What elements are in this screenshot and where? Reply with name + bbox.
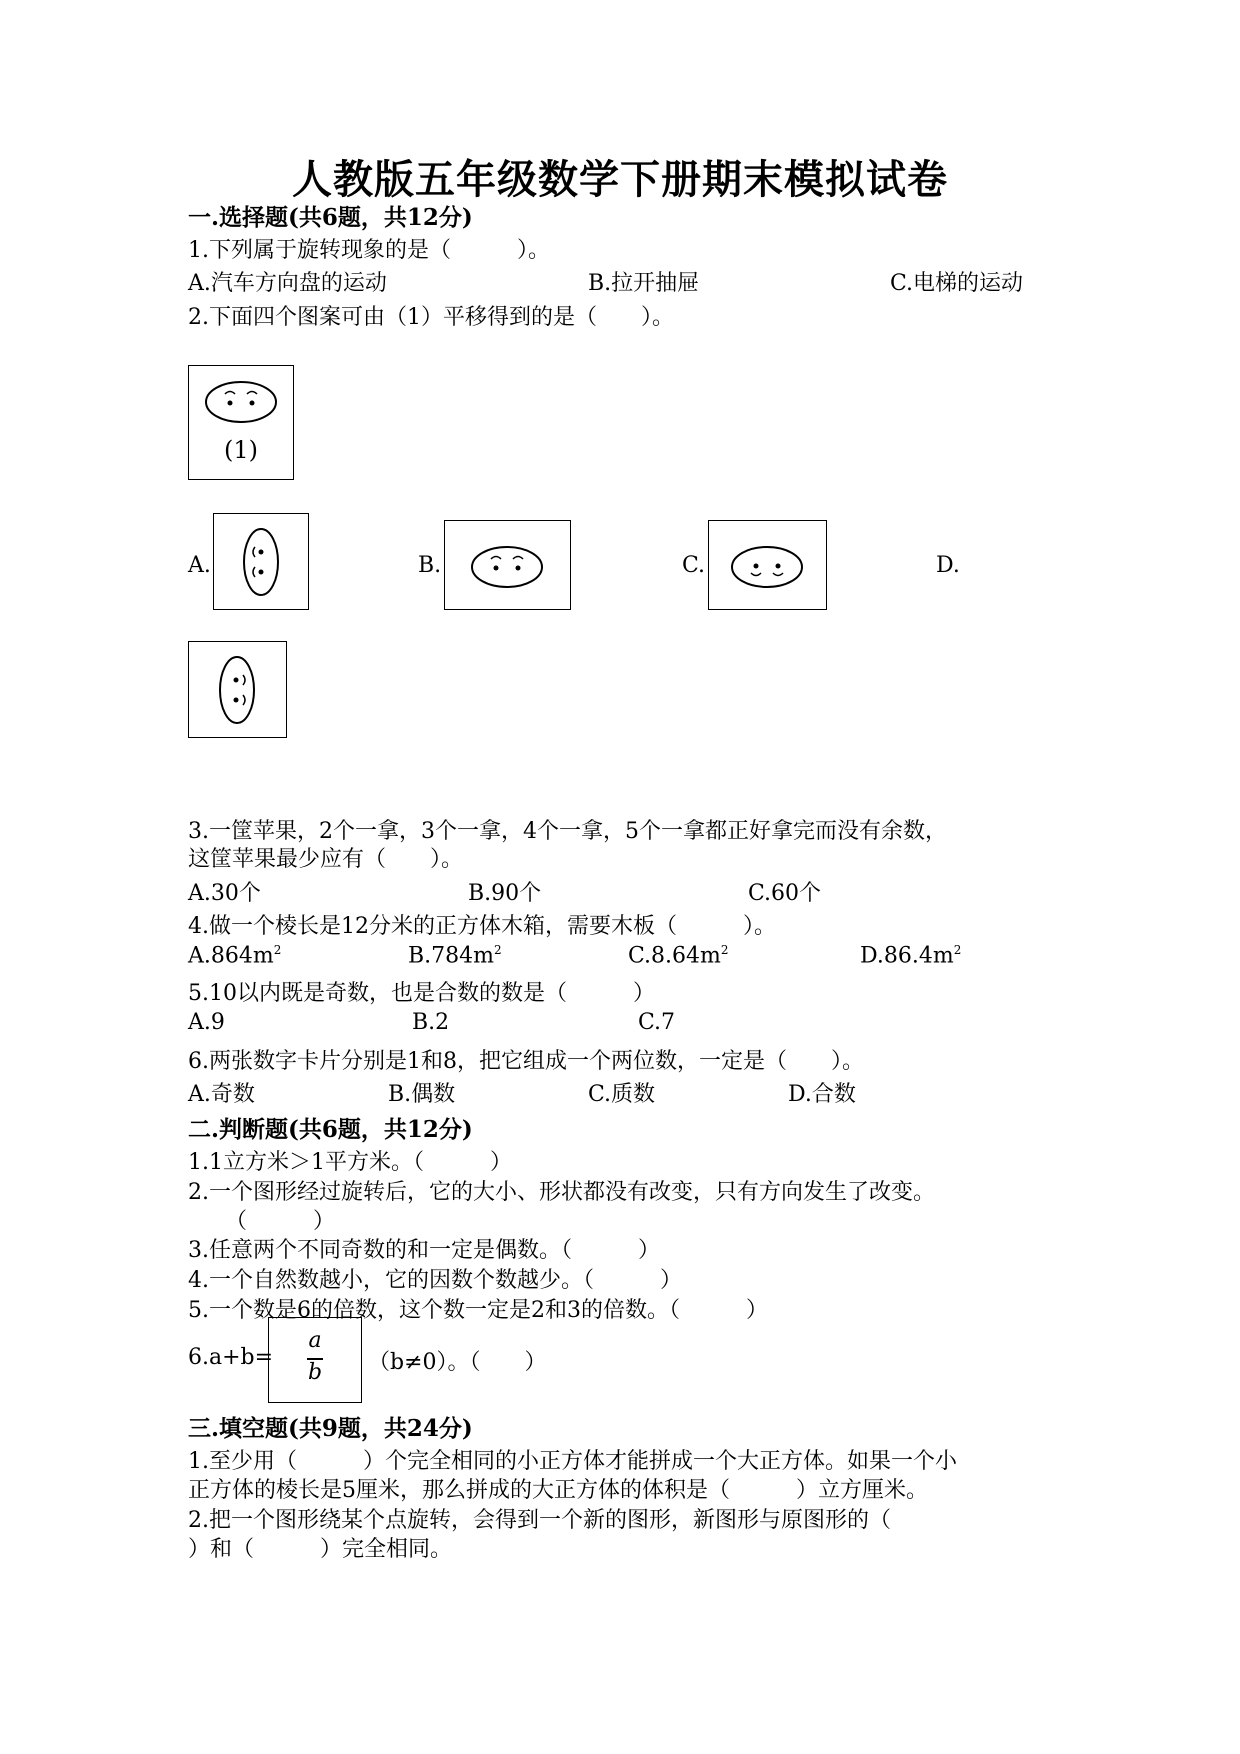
option-1-5-a: A.9 [188,1010,225,1035]
fill-1-line2: 正方体的棱长是5厘米，那么拼成的大正方体的体积是（ ）立方厘米。 [188,1478,928,1503]
face-figure-1 [189,366,293,479]
judgement-6-suffix: （b≠0）。（ ） [368,1350,547,1375]
question-1-5: 5.10以内既是奇数，也是合数的数是（ ） [188,981,655,1006]
option-1-5-c: C.7 [638,1010,676,1035]
fraction-box [268,1317,362,1403]
option-1-6-a: A.奇数 [188,1082,255,1107]
judgement-6-prefix: 6.a+b= [188,1345,274,1370]
question-1-6: 6.两张数字卡片分别是1和8，把它组成一个两位数，一定是（ ）。 [188,1049,864,1074]
fill-2-line2: ）和（ ）完全相同。 [188,1537,453,1562]
option-1-2-b: B. [418,553,442,578]
option-1-4-b: $B.784m^2$ [408,943,502,969]
judgement-2-line2: （ ） [225,1209,336,1234]
face-rotated-icon [214,514,308,609]
option-1-4-d: $D.86.4m^2$ [860,943,962,969]
judgement-5: 5.一个数是6的倍数，这个数一定是2和3的倍数。（ ） [188,1298,768,1323]
question-1-3-line1: 3.一筐苹果，2个一拿，3个一拿，4个一拿，5个一拿都正好拿完而没有余数， [188,819,947,844]
figure-option-d [188,641,287,738]
figure-1-label: (1) [224,436,258,464]
option-1-6-c: C.质数 [588,1082,656,1107]
option-1-4-c: $C.8.64m^2$ [628,943,729,969]
section-heading-judgement: 二.判断题(共6题，共12分) [188,1116,473,1143]
judgement-4: 4.一个自然数越小，它的因数个数越少。（ ） [188,1268,682,1293]
section-heading-fill: 三.填空题(共9题，共24分) [188,1415,473,1442]
figure-option-c [708,520,827,610]
question-1-1: 1.下列属于旋转现象的是（ ）。 [188,238,550,263]
judgement-1: 1.1立方米＞1平方米。（ ） [188,1150,512,1175]
fraction-numerator: a [308,1328,322,1353]
fraction-denominator: b [307,1360,323,1385]
option-1-6-d: D.合数 [788,1082,856,1107]
fill-1-line1: 1.至少用（ ）个完全相同的小正方体才能拼成一个大正方体。如果一个小 [188,1449,957,1474]
face-translated-icon [445,521,570,609]
judgement-3: 3.任意两个不同奇数的和一定是偶数。（ ） [188,1238,660,1263]
fill-2-line1: 2.把一个图形绕某个点旋转，会得到一个新的图形，新图形与原图形的（ [188,1508,891,1533]
option-1-6-b: B.偶数 [388,1082,456,1107]
option-1-4-a: $A.864m^2$ [188,943,282,969]
section-heading-choice: 一.选择题(共6题，共12分) [188,204,473,231]
page-title: 人教版五年级数学下册期末模拟试卷 [292,156,948,203]
judgement-2-line1: 2.一个图形经过旋转后，它的大小、形状都没有改变，只有方向发生了改变。 [188,1180,935,1205]
question-1-2: 2.下面四个图案可由（1）平移得到的是（ ）。 [188,305,674,330]
figure-option-b [444,520,571,610]
option-1-1-c: C.电梯的运动 [890,271,1024,296]
option-1-5-b: B.2 [412,1010,450,1035]
face-flipped-icon [709,521,826,609]
question-1-4: 4.做一个棱长是12分米的正方体木箱，需要木板（ ）。 [188,914,776,939]
face-rotated-right-icon [189,642,286,737]
option-1-3-b: B.90个 [468,881,542,906]
option-1-1-a: A.汽车方向盘的运动 [188,271,387,296]
question-1-3-line2: 这筐苹果最少应有（ ）。 [188,847,464,872]
option-1-2-d: D. [936,553,960,578]
option-1-1-b: B.拉开抽屉 [588,271,700,296]
figure-option-a [213,513,309,610]
option-1-2-a: A. [188,553,211,578]
option-1-2-c: C. [682,553,706,578]
option-1-3-c: C.60个 [748,881,822,906]
figure-original [188,365,294,480]
option-1-3-a: A.30个 [188,881,261,906]
